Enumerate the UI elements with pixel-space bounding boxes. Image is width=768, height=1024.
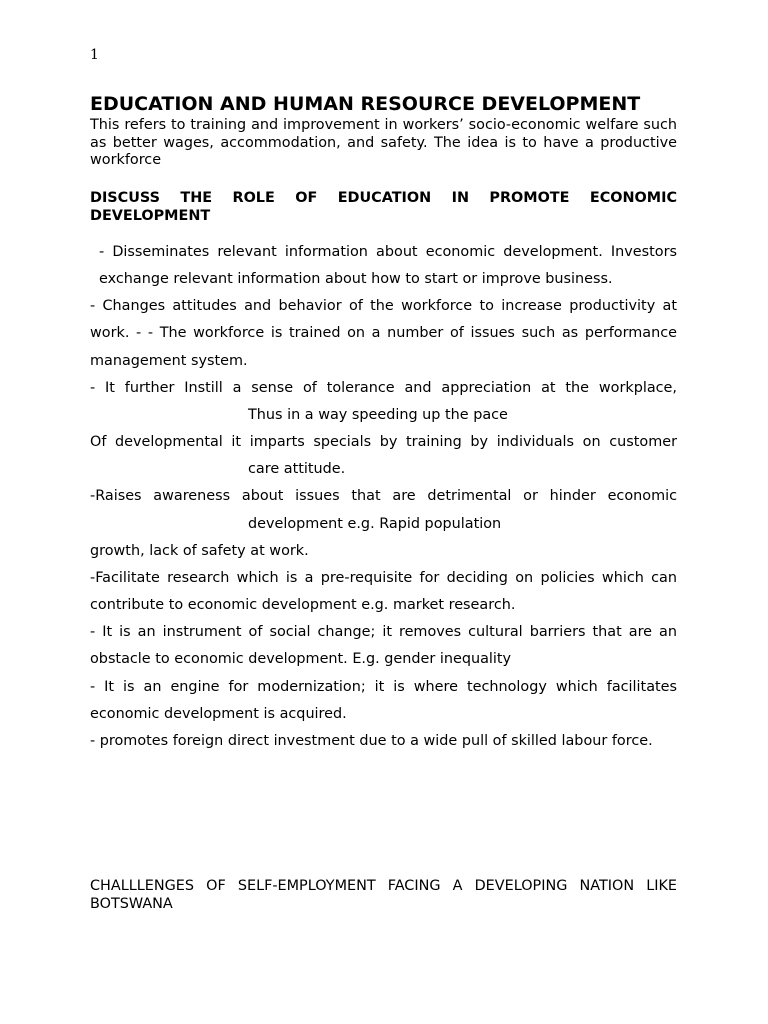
list-item: [90, 375, 677, 429]
list-item: - Disseminates relevant information about economic development. Investors exchange relevant information about how to start or improve business.: [99, 244, 677, 288]
list-item-line: Of developmental it imparts specials by training by individuals on customer: [90, 434, 677, 451]
list-item-continuation: care attitude.: [248, 461, 346, 478]
role-of-education-list: [90, 239, 677, 755]
list-item: - Changes attitudes and behavior of the workforce to increase productivity at work. - - The workforce is trained on a number of issues such as performance management system.: [90, 298, 677, 369]
list-item-line: - It further Instill a sense of tolerance and appreciation at the workplace,: [90, 379, 677, 396]
list-item-line: -Raises awareness about issues that are detrimental or hinder economic: [90, 488, 677, 505]
list-item-continuation: development e.g. Rapid population: [248, 515, 502, 532]
list-item: - It is an instrument of social change; it removes cultural barriers that are an obstacle to economic development. E.g. gender inequality: [90, 624, 677, 668]
list-item: -Facilitate research which is a pre-requisite for deciding on policies which can contribute to economic development e.g. market research.: [90, 569, 677, 614]
section-heading-self-employment-challenges: CHALLLENGES OF SELF-EMPLOYMENT FACING A DEVELOPING NATION LIKE BOTSWANA: [90, 878, 677, 912]
list-item: - It is an engine for modernization; it is where technology which facilitates economic development is acquired.: [90, 678, 677, 722]
list-item: growth, lack of safety at work.: [90, 542, 309, 559]
page-title: EDUCATION AND HUMAN RESOURCE DEVELOPMENT: [90, 93, 641, 115]
intro-paragraph: This refers to training and improvement in workers’ socio-economic welfare such as better wages, accommodation, and safety. The idea is to have a productive workforce: [90, 117, 677, 168]
page-number: 1: [90, 47, 99, 63]
list-item: [90, 429, 677, 483]
list-item: - promotes foreign direct investment due to a wide pull of skilled labour force.: [90, 732, 653, 749]
section-heading-role-of-education: DISCUSS THE ROLE OF EDUCATION IN PROMOTE ECONOMIC DEVELOPMENT: [90, 190, 677, 224]
list-item: [90, 483, 677, 537]
list-item-continuation: Thus in a way speeding up the pace: [248, 406, 508, 423]
